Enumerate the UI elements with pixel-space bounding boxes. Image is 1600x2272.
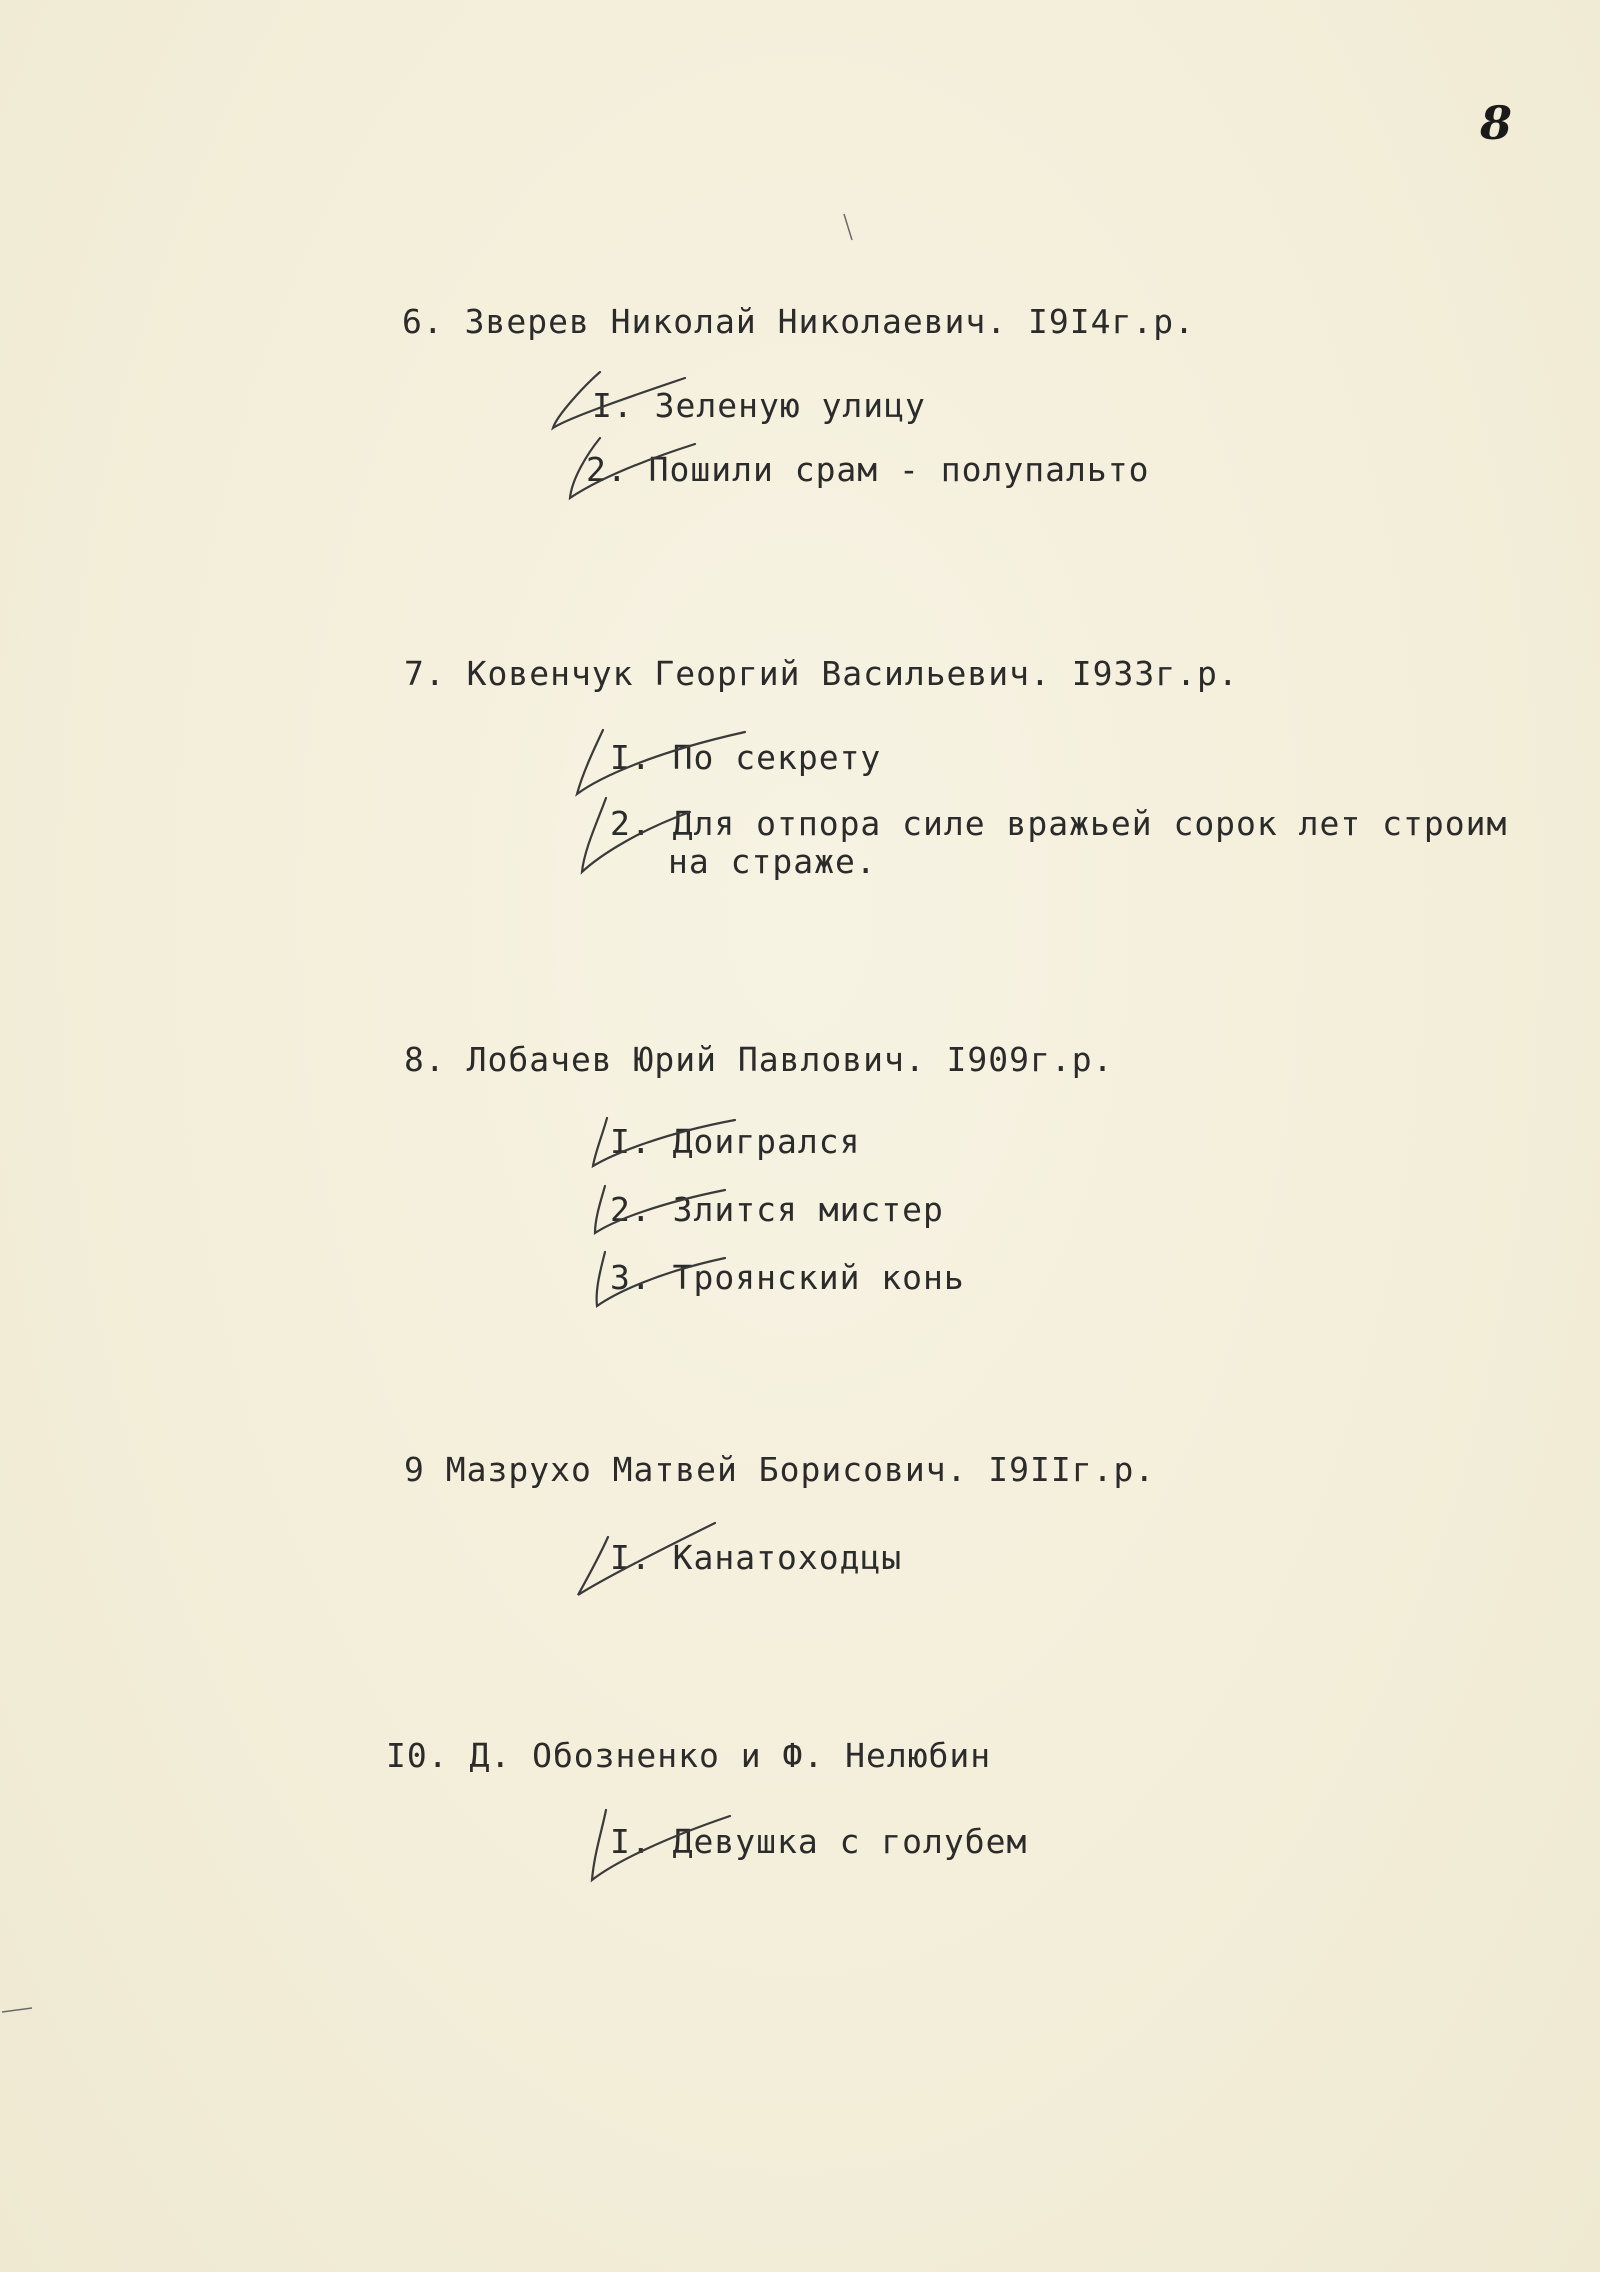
entry-heading: 8. Лобачев Юрий Павлович. I909г.р.	[404, 1040, 1114, 1079]
work-item	[586, 450, 1149, 489]
work-title: Девушка с голубем	[672, 1822, 1028, 1861]
work-item	[610, 1258, 965, 1297]
work-number: 2.	[610, 1190, 652, 1229]
work-title: Зеленую улицу	[654, 386, 926, 425]
work-item	[610, 1538, 902, 1577]
paper-mark	[0, 2000, 40, 2020]
work-title: Для отпора силе вражьей сорок лет строим	[672, 804, 1508, 843]
page-number: 8	[1480, 96, 1513, 150]
work-number: 3.	[610, 1258, 652, 1297]
work-title: Доигрался	[672, 1122, 861, 1161]
entry-heading: 7. Ковенчук Георгий Васильевич. I933г.р.	[404, 654, 1239, 693]
work-number: I.	[592, 386, 634, 425]
work-title: Канатоходцы	[672, 1538, 903, 1577]
work-number: 2.	[610, 804, 652, 843]
work-number: 2.	[586, 450, 628, 489]
work-item	[610, 1190, 944, 1229]
work-title: Злится мистер	[672, 1190, 944, 1229]
work-title: По секрету	[672, 738, 882, 777]
paper-mark	[840, 210, 860, 250]
work-item	[610, 1822, 1027, 1861]
entry-heading: I0. Д. Обозненко и Ф. Нелюбин	[386, 1736, 992, 1775]
work-item	[610, 1122, 860, 1161]
entry-heading: 9 Мазрухо Матвей Борисович. I9IIг.р.	[404, 1450, 1156, 1489]
work-title-continuation: на страже.	[668, 842, 877, 881]
entry-heading: 6. Зверев Николай Николаевич. I9I4г.р.	[402, 302, 1195, 341]
work-number: I.	[610, 1122, 652, 1161]
work-item	[610, 804, 1508, 881]
work-title: Пошили срам - полупальто	[648, 450, 1150, 489]
work-number: I.	[610, 1538, 652, 1577]
work-item	[610, 738, 881, 777]
work-number: I.	[610, 1822, 652, 1861]
work-title: Троянский конь	[672, 1258, 965, 1297]
work-item	[592, 386, 926, 425]
work-number: I.	[610, 738, 652, 777]
